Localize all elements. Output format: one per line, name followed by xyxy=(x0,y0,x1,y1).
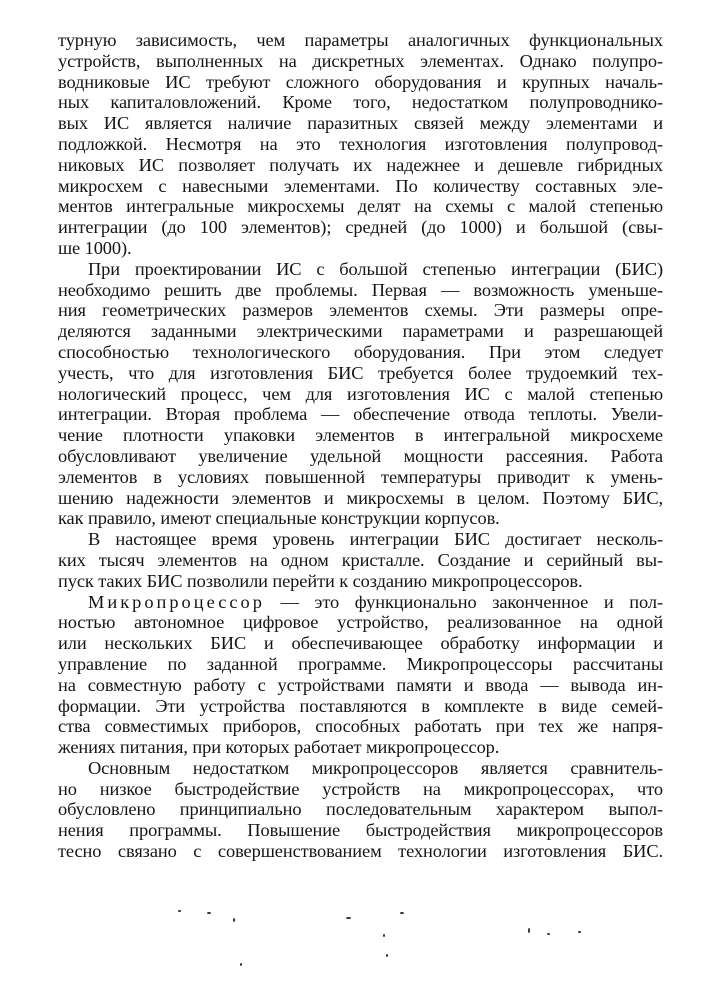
text-line: вых ИС является наличие паразитных связей между элементами и xyxy=(58,113,663,134)
text-line: ностью автономное цифровое устройство, реализованное на одной xyxy=(58,612,663,633)
text-line: обусловливают увеличение удельной мощности рассеяния. Работа xyxy=(58,445,663,466)
text-line: шению надежности элементов и микросхемы в целом. Поэтому БИС, xyxy=(58,487,663,508)
text-line: интеграции (до 100 элементов); средней (до 1000) и большой (свы- xyxy=(58,217,663,238)
text-line: элементов в условиях повышенной температуры приводит к умень- xyxy=(58,466,663,487)
scan-speck xyxy=(178,910,181,912)
paragraph-1 xyxy=(58,30,663,259)
defined-term: Микропроцессор xyxy=(88,591,265,612)
text-line: как правило, имеют специальные конструкции корпусов. xyxy=(58,508,500,529)
text-line xyxy=(58,592,663,613)
text-line: формации. Эти устройства поставляются в комплекте в виде семей- xyxy=(58,695,663,716)
text-line: В настоящее время уровень интеграции БИС достигает несколь- xyxy=(88,529,663,550)
text-fragment: — это функционально законченное и пол- xyxy=(264,591,663,612)
text-line: ких тысяч элементов на одном кристалле. Создание и серийный вы- xyxy=(58,549,663,570)
scan-speck xyxy=(547,933,550,935)
text-line: подложкой. Несмотря на это технология изготовления полупровод- xyxy=(58,133,663,154)
text-line: но низкое быстродействие устройств на микропроцессорах, что xyxy=(58,778,663,799)
text-line: ше 1000). xyxy=(58,237,132,258)
text-line: ментов интегральные микросхемы делят на схемы с малой степенью xyxy=(58,196,663,217)
scan-specks xyxy=(0,900,708,1000)
scan-speck xyxy=(383,934,385,937)
scan-speck xyxy=(400,912,404,914)
text-line: или нескольких БИС и обеспечивающее обработку информации и xyxy=(58,633,663,654)
paragraph-5 xyxy=(58,758,663,862)
text-line: ства совместимых приборов, способных работать при тех же напря- xyxy=(58,716,663,737)
text-line: необходимо решить две проблемы. Первая — возможность уменьше- xyxy=(58,279,663,300)
scan-speck xyxy=(578,931,581,933)
text-line: жениях питания, при которых работает микропроцессор. xyxy=(58,737,500,758)
text-line: деляются заданными электрическими параметрами и разрешающей xyxy=(58,321,663,342)
text-line: управление по заданной программе. Микропроцессоры рассчитаны xyxy=(58,653,663,674)
text-line: ных капиталовложений. Кроме того, недостатком полупроводнико- xyxy=(58,92,663,113)
text-line: учесть, что для изготовления БИС требуется более трудоемкий тех- xyxy=(58,362,663,383)
text-line: интеграции. Вторая проблема — обеспечение отвода теплоты. Увели- xyxy=(58,404,663,425)
page-text xyxy=(58,30,663,862)
scan-speck xyxy=(207,912,211,914)
text-line: При проектировании ИС с большой степенью интеграции (БИС) xyxy=(88,258,663,279)
text-line: чение плотности упаковки элементов в интегральной микросхеме xyxy=(58,425,663,446)
text-line: тесно связано с совершенствованием технологии изготовления БИС. xyxy=(58,841,663,862)
paragraph-2 xyxy=(58,259,663,529)
paragraph-3 xyxy=(58,529,663,591)
scan-speck xyxy=(346,917,351,919)
scan-speck xyxy=(528,928,530,933)
scan-speck xyxy=(233,918,235,922)
paragraph-4 xyxy=(58,592,663,758)
text-line: турную зависимость, чем параметры аналогичных функциональных xyxy=(58,30,663,50)
text-line: на совместную работу с устройствами памяти и ввода — вывода ин- xyxy=(58,674,663,695)
text-line: нения программы. Повышение быстродействия микропроцессоров xyxy=(58,820,663,841)
text-line: никовых ИС позволяет получать их надежнее и дешевле гибридных xyxy=(58,154,663,175)
scan-speck xyxy=(240,963,242,966)
text-line: устройств, выполненных на дискретных элементах. Однако полупро- xyxy=(58,50,663,71)
text-line: нологический процесс, чем для изготовления ИС с малой степенью xyxy=(58,383,663,404)
text-line: обусловлено принципиально последовательным характером выпол- xyxy=(58,799,663,820)
text-line: микросхем с навесными элементами. По количеству составных эле- xyxy=(58,175,663,196)
text-line: водниковые ИС требуют сложного оборудования и крупных началь- xyxy=(58,71,663,92)
text-line: способностью технологического оборудования. При этом следует xyxy=(58,341,663,362)
text-line: пуск таких БИС позволили перейти к созданию микропроцессоров. xyxy=(58,570,583,591)
scan-speck xyxy=(386,954,388,957)
text-line: ния геометрических размеров элементов схемы. Эти размеры опре- xyxy=(58,300,663,321)
text-line: Основным недостатком микропроцессоров является сравнитель- xyxy=(88,757,663,778)
